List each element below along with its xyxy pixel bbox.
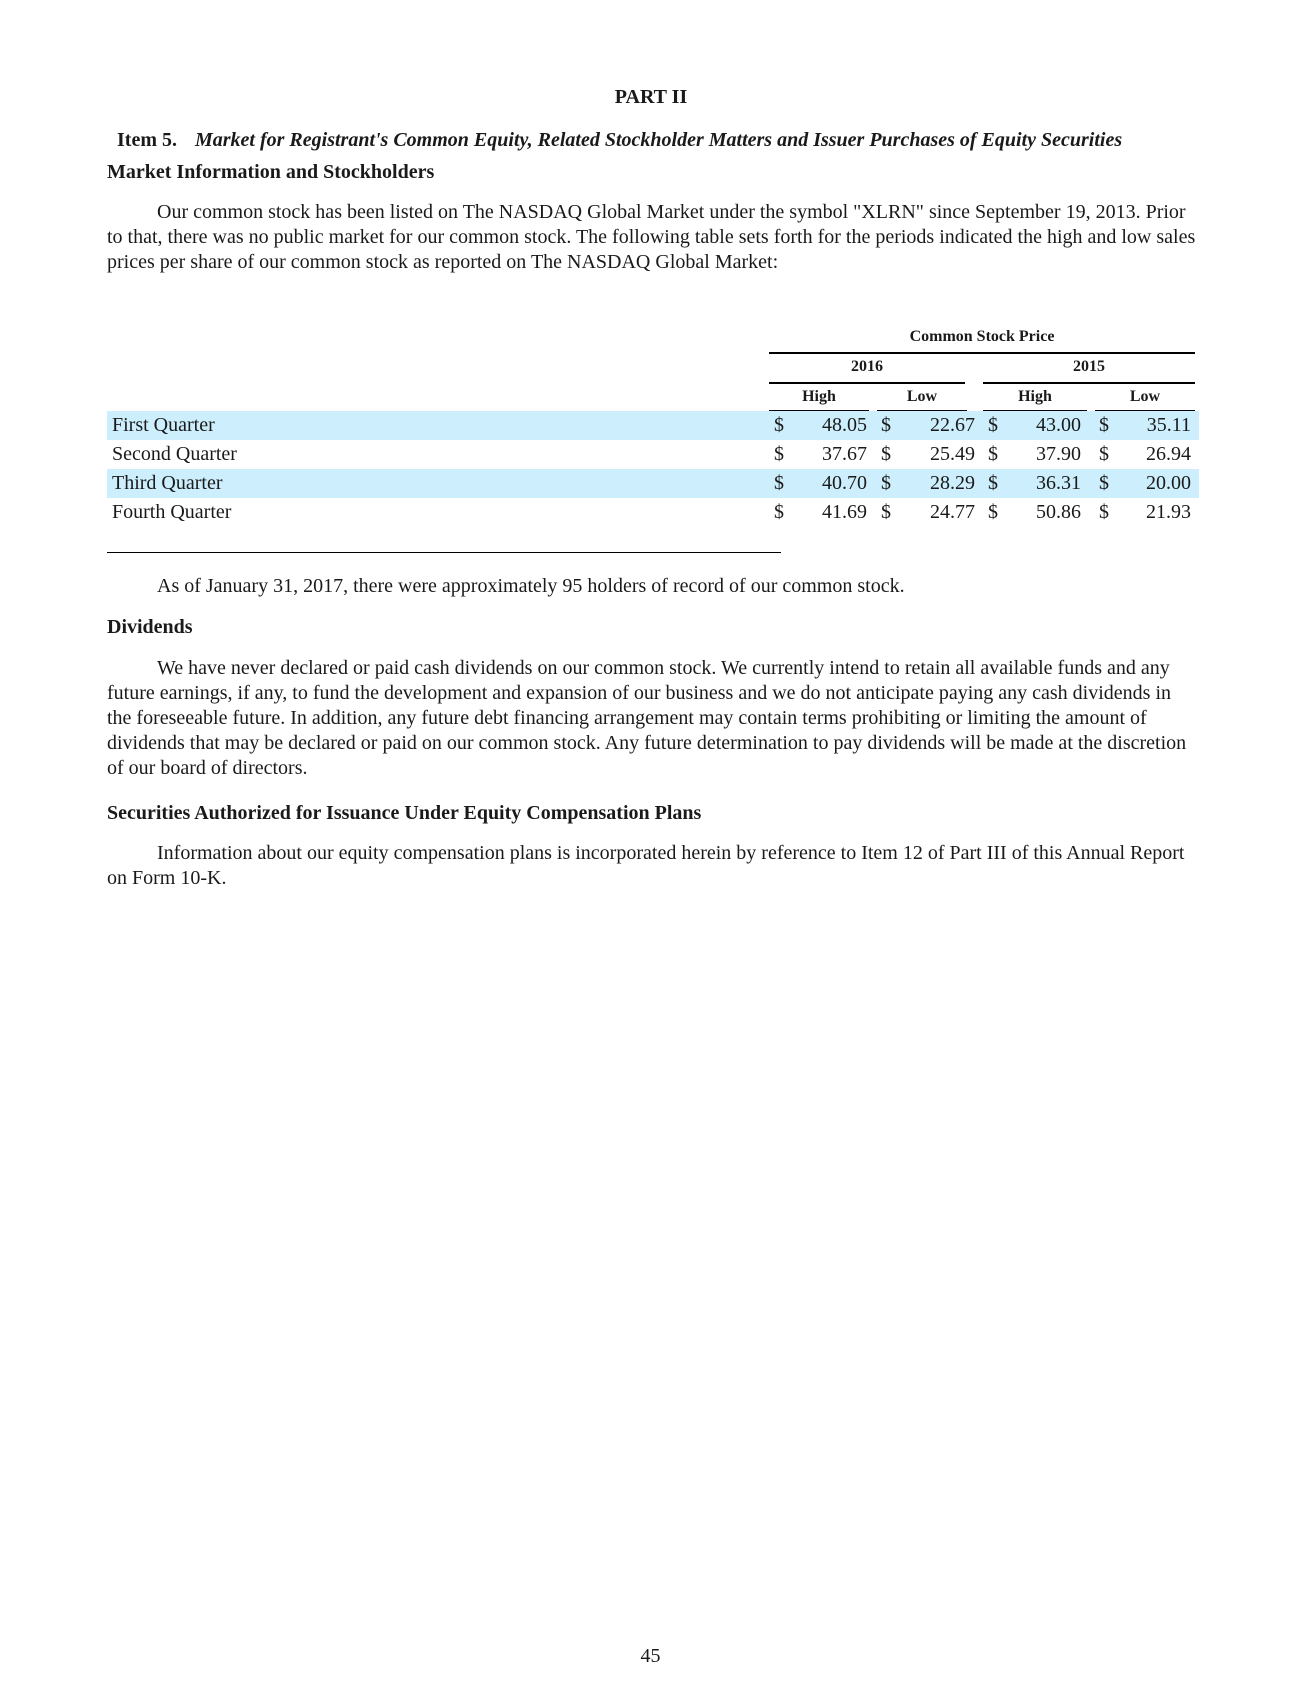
table-col-header: Low [877,388,967,411]
table-col-header: High [983,388,1087,411]
currency-symbol: $ [988,414,998,436]
table-group-header: Common Stock Price [769,328,1195,354]
table-col-header: High [769,388,869,411]
table-row [107,411,1199,440]
table-year-header-2016: 2016 [769,358,965,384]
currency-symbol: $ [774,472,784,494]
currency-symbol: $ [1099,501,1109,523]
securities-heading: Securities Authorized for Issuance Under Equity Compensation Plans [107,802,702,824]
page-number: 45 [640,1645,661,1667]
cell-value: 36.31 [1036,472,1081,494]
currency-symbol: $ [881,472,891,494]
table-row [107,469,1199,498]
cell-value: 43.00 [1036,414,1081,436]
currency-symbol: $ [1099,443,1109,465]
cell-value: 35.11 [1146,414,1191,436]
dividends-heading: Dividends [107,616,193,638]
row-label: Fourth Quarter [112,501,232,523]
item-heading [117,129,1122,152]
cell-value: 28.29 [930,472,975,494]
table-year-header-2015: 2015 [983,358,1195,384]
row-label: First Quarter [112,414,215,436]
row-label: Third Quarter [112,472,223,494]
currency-symbol: $ [1099,414,1109,436]
cell-value: 40.70 [822,472,867,494]
currency-symbol: $ [774,501,784,523]
table-row [107,440,1199,469]
cell-value: 37.90 [1036,443,1081,465]
currency-symbol: $ [988,472,998,494]
currency-symbol: $ [988,443,998,465]
dividends-paragraph: We have never declared or paid cash dividends on our common stock. We currently intend to retain all available funds and any future earnings, if any, to fund the development and expansion of our business and we do not anticipate paying any cash dividends in the foreseeable future. In addition, any future debt financing arrangement may contain terms prohibiting or limiting the amount of dividends that may be declared or paid on our common stock. Any future determination to pay dividends will be made at the discretion of our board of directors. [107,657,1187,779]
cell-value: 41.69 [822,501,867,523]
cell-value: 37.67 [822,443,867,465]
currency-symbol: $ [881,501,891,523]
cell-value: 25.49 [930,443,975,465]
row-label: Second Quarter [112,443,237,465]
cell-value: 26.94 [1146,443,1191,465]
item-title: Market for Registrant's Common Equity, Related Stockholder Matters and Issuer Purchases of Equity Securities [194,129,1123,151]
market-info-paragraph: Our common stock has been listed on The NASDAQ Global Market under the symbol "XLRN" since September 19, 2013. Prior to that, there was no public market for our common stock. The following table sets forth for the periods indicated the high and low sales prices per share of our common stock as reported on The NASDAQ Global Market: [107,201,1196,273]
currency-symbol: $ [1099,472,1109,494]
cell-value: 22.67 [930,414,975,436]
currency-symbol: $ [881,414,891,436]
currency-symbol: $ [988,501,998,523]
part-title: PART II [614,86,688,108]
table-row [107,498,1199,527]
securities-paragraph: Information about our equity compensation plans is incorporated herein by reference to Item 12 of Part III of this Annual Report on Form 10-K. [107,842,1185,889]
currency-symbol: $ [774,414,784,436]
cell-value: 48.05 [822,414,867,436]
currency-symbol: $ [881,443,891,465]
market-info-heading: Market Information and Stockholders [107,161,435,183]
cell-value: 21.93 [1146,501,1191,523]
cell-value: 50.86 [1036,501,1081,523]
cell-value: 20.00 [1146,472,1191,494]
cell-value: 24.77 [930,501,975,523]
currency-symbol: $ [774,443,784,465]
holders-paragraph: As of January 31, 2017, there were approximately 95 holders of record of our common stock. [157,575,905,597]
item-number: Item 5. [117,129,177,151]
table-col-header: Low [1095,388,1195,411]
table-footnote-rule [107,552,781,553]
